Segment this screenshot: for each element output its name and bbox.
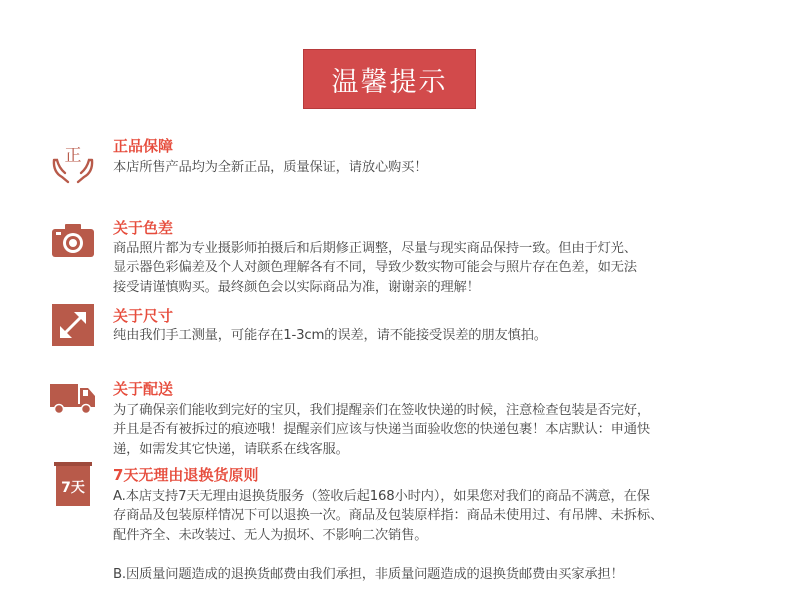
section-body	[113, 487, 753, 584]
body-line: 显示器色彩偏差及个人对颜色理解各有不同，导致少数实物可能会与照片存在色差，如无法	[113, 260, 637, 276]
section-title: 7天无理由退换货原则	[113, 466, 259, 484]
section-title: 正品保障	[113, 137, 174, 155]
camera-icon	[50, 218, 96, 264]
banner-title: 温馨提示	[331, 66, 448, 98]
section-title: 关于配送	[113, 380, 174, 398]
seven-day-char: 7天	[61, 480, 85, 496]
seven-day-return-icon	[50, 460, 96, 510]
body-line: 商品照片都为专业摄影师拍摄后和后期修正调整，尽量与现实商品保持一致。但由于灯光、	[113, 241, 637, 256]
section-title: 关于色差	[113, 219, 174, 237]
section-body	[113, 401, 753, 459]
body-line-spacer	[113, 545, 753, 564]
body-line: 递，如需发其它快递，请联系在线客服。	[113, 441, 349, 457]
hands-genuine-icon	[50, 140, 96, 186]
section-title: 关于尺寸	[113, 307, 174, 325]
resize-arrow-icon	[50, 302, 96, 348]
body-line: 为了确保亲们能收到完好的宝贝，我们提醒亲们在签收快递的时候，注意检查包装是否完好，	[113, 403, 650, 418]
body-line: 接受请谨慎购买。最终颜色会以实际商品为准，谢谢亲的理解！	[113, 279, 480, 295]
section-body	[113, 158, 753, 177]
truck-icon	[50, 376, 96, 422]
warm-tips-banner	[303, 49, 476, 109]
section-body	[113, 326, 753, 345]
body-line: 存商品及包装原样情况下可以退换一次。商品及包装原样指：商品未使用过、有吊牌、未拆标、	[113, 508, 664, 524]
body-line: 本店所售产品均为全新正品，质量保证，请放心购买！	[113, 160, 428, 175]
body-line: A.本店支持7天无理由退换货服务（签收后起168小时内），如果您对我们的商品不满意，在保	[113, 489, 650, 504]
genuine-char: 正	[64, 146, 82, 166]
body-line: 配件齐全、未改装过、无人为损坏、不影响二次销售。	[113, 527, 428, 543]
body-line: B.因质量问题造成的退换货邮费由我们承担，非质量问题造成的退换货邮费由买家承担！	[113, 566, 624, 582]
body-line: 纯由我们手工测量，可能存在1-3cm的误差，请不能接受误差的朋友慎拍。	[113, 328, 547, 343]
body-line: 并且是否有被拆过的痕迹哦！提醒亲们应该与快递当面验收您的快递包裹！本店默认：申通快	[113, 422, 650, 438]
section-body	[113, 239, 753, 297]
